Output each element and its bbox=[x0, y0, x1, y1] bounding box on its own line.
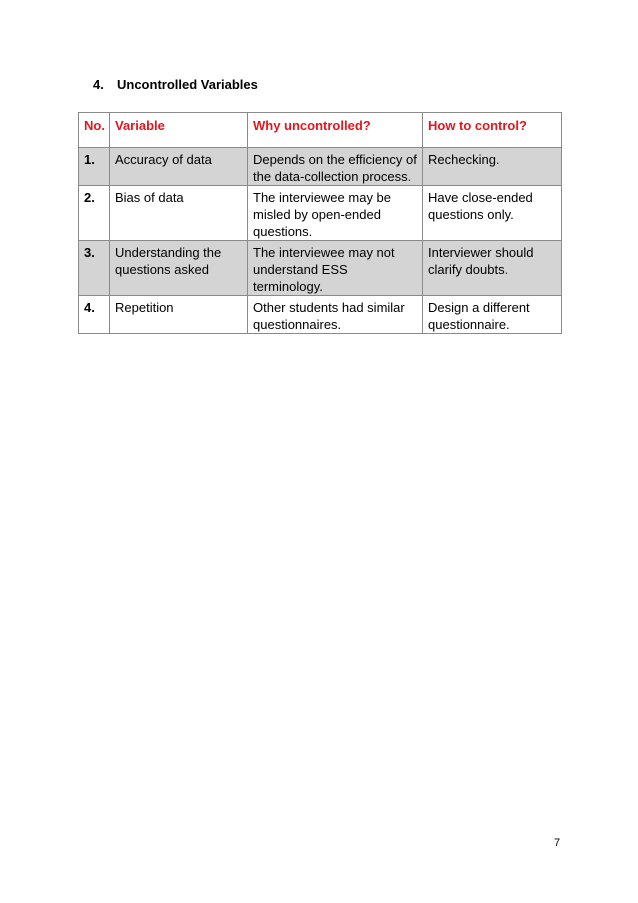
cell-variable: Understanding the questions asked bbox=[110, 241, 248, 296]
header-variable: Variable bbox=[110, 113, 248, 148]
cell-why: The interviewee may not understand ESS terminology. bbox=[248, 241, 423, 296]
cell-why: The interviewee may be misled by open-ended questions. bbox=[248, 186, 423, 241]
section-title: Uncontrolled Variables bbox=[117, 77, 258, 92]
cell-no: 2. bbox=[79, 186, 110, 241]
section-number: 4. bbox=[93, 77, 104, 92]
header-how-to-control: How to control? bbox=[423, 113, 562, 148]
uncontrolled-variables-table bbox=[78, 112, 562, 334]
section-heading bbox=[93, 77, 258, 93]
cell-no: 4. bbox=[79, 296, 110, 334]
page-number: 7 bbox=[554, 837, 561, 849]
header-no: No. bbox=[79, 113, 110, 148]
cell-why: Other students had similar questionnaires. bbox=[248, 296, 423, 334]
cell-how: Design a different questionnaire. bbox=[423, 296, 562, 334]
cell-variable: Accuracy of data bbox=[110, 148, 248, 186]
table-row bbox=[79, 148, 562, 186]
header-why-uncontrolled: Why uncontrolled? bbox=[248, 113, 423, 148]
cell-why: Depends on the efficiency of the data-collection process. bbox=[248, 148, 423, 186]
cell-how: Rechecking. bbox=[423, 148, 562, 186]
table-header-row bbox=[79, 113, 562, 148]
table-row bbox=[79, 186, 562, 241]
cell-how: Have close-ended questions only. bbox=[423, 186, 562, 241]
cell-variable: Repetition bbox=[110, 296, 248, 334]
cell-variable: Bias of data bbox=[110, 186, 248, 241]
table-row bbox=[79, 296, 562, 334]
cell-no: 3. bbox=[79, 241, 110, 296]
cell-no: 1. bbox=[79, 148, 110, 186]
cell-how: Interviewer should clarify doubts. bbox=[423, 241, 562, 296]
table-row bbox=[79, 241, 562, 296]
